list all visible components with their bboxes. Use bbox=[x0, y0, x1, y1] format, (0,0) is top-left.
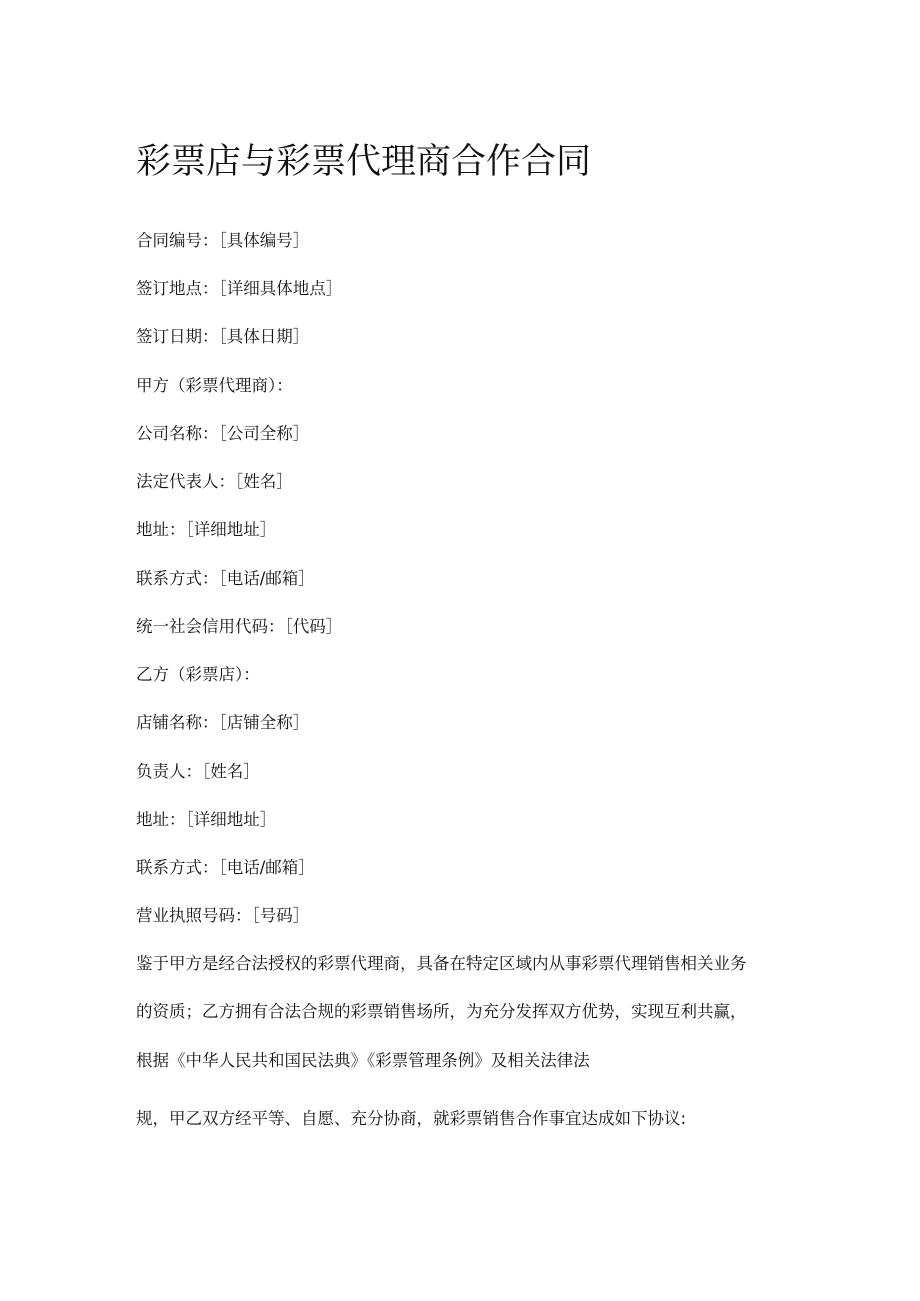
preamble-line-2: 的资质；乙方拥有合法合规的彩票销售场所，为充分发挥双方优势，实现互利共赢， bbox=[136, 1002, 747, 1021]
party-a-heading: 甲方（彩票代理商）： bbox=[136, 376, 293, 395]
party-b-business-license: 营业执照号码：［号码］ bbox=[136, 906, 310, 925]
party-a-contact: 联系方式：［电话/邮箱］ bbox=[136, 569, 315, 588]
document-title: 彩票店与彩票代理商合作合同 bbox=[136, 142, 592, 182]
contract-number-field: 合同编号：［具体编号］ bbox=[136, 231, 310, 250]
preamble-line-1: 鉴于甲方是经合法授权的彩票代理商，具备在特定区域内从事彩票代理销售相关业务 bbox=[136, 954, 747, 973]
signing-place-field: 签订地点：［详细具体地点］ bbox=[136, 279, 343, 298]
party-b-address: 地址：［详细地址］ bbox=[136, 810, 277, 829]
party-b-person-in-charge: 负责人：［姓名］ bbox=[136, 762, 260, 781]
party-a-credit-code: 统一社会信用代码：［代码］ bbox=[136, 617, 343, 636]
party-b-contact: 联系方式：［电话/邮箱］ bbox=[136, 858, 315, 877]
party-b-shop-name: 店铺名称：［店铺全称］ bbox=[136, 713, 310, 732]
preamble-line-3: 根据《中华人民共和国民法典》《彩票管理条例》及相关法律法 bbox=[136, 1051, 590, 1070]
party-b-heading: 乙方（彩票店）： bbox=[136, 665, 260, 684]
party-a-legal-representative: 法定代表人：［姓名］ bbox=[136, 472, 293, 491]
party-a-company-name: 公司名称：［公司全称］ bbox=[136, 424, 310, 443]
party-a-address: 地址：［详细地址］ bbox=[136, 520, 277, 539]
signing-date-field: 签订日期：［具体日期］ bbox=[136, 327, 310, 346]
preamble-line-4: 规，甲乙双方经平等、自愿、充分协商，就彩票销售合作事宜达成如下协议: bbox=[136, 1109, 687, 1128]
